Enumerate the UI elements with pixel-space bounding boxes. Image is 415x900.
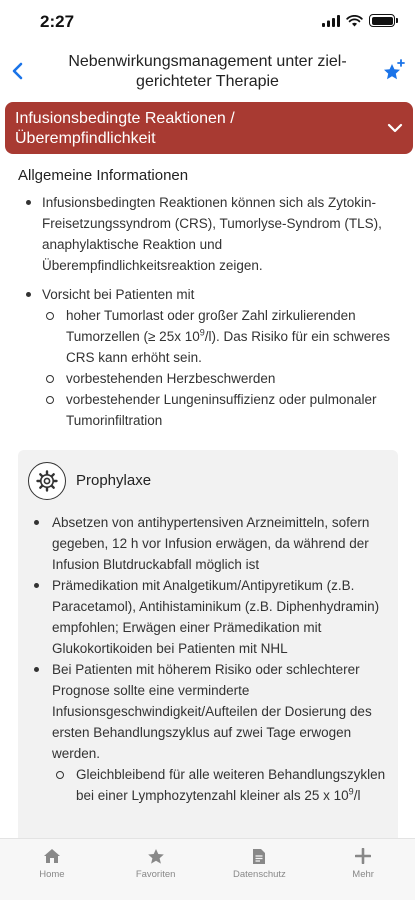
section-title-line2: Überempfindlichkeit <box>15 130 156 147</box>
risk-factor-2: vorbestehenden Herzbeschwerden <box>66 371 276 386</box>
star-plus-icon <box>381 58 407 84</box>
general-info-list <box>22 192 397 439</box>
prophylaxe-bullet-3: Bei Patienten mit höherem Risiko oder schlechterer Prognose sollte eine verminderte Infusionsgeschwindigkeit/Aufteilen der Dosierung des ersten Behandlungszyklus auf zwei Tage erwogen werden. <box>52 662 372 761</box>
risk-factor-3: vorbestehender Lungeninsuffizienz oder pulmonaler Tumorinfiltration <box>66 392 377 428</box>
list-item <box>42 389 397 431</box>
chevron-left-icon <box>11 62 23 80</box>
wifi-icon <box>346 15 363 27</box>
list-item <box>52 764 387 806</box>
back-button[interactable] <box>6 58 28 84</box>
tab-home[interactable] <box>0 839 104 900</box>
tab-home-label: Home <box>39 869 65 880</box>
battery-icon <box>369 14 395 27</box>
prophylaxe-title: Prophylaxe <box>76 472 152 489</box>
general-info-heading: Allgemeine Informationen <box>18 167 189 184</box>
prophylaxe-list <box>32 512 387 806</box>
gear-icon <box>28 462 66 500</box>
general-bullet-2: Vorsicht bei Patienten mit <box>42 287 195 302</box>
tab-mehr-label: Mehr <box>352 869 374 880</box>
list-item <box>32 659 387 806</box>
risk-factor-list <box>42 305 397 431</box>
home-icon <box>42 847 62 865</box>
section-header-infusionsreaktionen[interactable] <box>5 102 413 154</box>
tab-datenschutz[interactable] <box>208 839 312 900</box>
plus-icon <box>353 847 373 865</box>
prophylaxe-bullet-2: Prämedikation mit Analgetikum/Antipyretikum (z.B. Paracetamol), Antihistaminikum (z.B. Diphenhydramin) empfohlen; Erwägen einer Prämedikation mit Glukokortikoiden bei Patienten mit NHL <box>52 578 380 656</box>
prophylaxe-bullet-1: Absetzen von antihypertensiven Arzneimitteln, sofern gegeben, 12 h vor Infusion erwägen, da während der Infusion Blutdruckabfall möglich ist <box>52 515 370 572</box>
nav-header <box>0 44 415 96</box>
content-area[interactable] <box>0 162 415 838</box>
status-bar <box>0 0 415 44</box>
page-title-line2: gerichteter Therapie <box>136 73 279 90</box>
list-item <box>22 284 397 431</box>
section-title-line1: Infusionsbedingte Reaktionen / <box>15 110 235 127</box>
list-item <box>32 512 387 575</box>
chevron-down-icon <box>387 120 403 136</box>
list-item <box>42 368 397 389</box>
status-icons <box>322 14 395 27</box>
prophylaxe-sub-1-text: Gleichbleibend für alle weiteren Behandlungszyklen bei einer Lymphozytenzahl kleiner als 25 x 10 <box>76 767 386 803</box>
prophylaxe-sub-list <box>52 764 387 806</box>
document-icon <box>249 847 269 865</box>
general-bullet-1: Infusionsbedingten Reaktionen können sich als Zytokin-Freisetzungssyndrom (CRS), Tumorlyse-Syndrom (TLS), anaphylaktische Reaktion und Überempfindlichkeitsreaktion zeigen. <box>42 195 382 273</box>
tab-datenschutz-label: Datenschutz <box>232 869 286 880</box>
risk-factor-1-exponent: 9 <box>199 327 205 338</box>
signal-icon <box>322 15 340 27</box>
tab-favoriten[interactable] <box>104 839 208 900</box>
status-time: 2:27 <box>40 12 75 31</box>
add-favorite-button[interactable] <box>381 58 407 84</box>
section-title <box>15 109 355 149</box>
tab-bar <box>0 838 415 900</box>
list-item <box>42 305 397 368</box>
prophylaxe-box <box>18 450 398 838</box>
risk-factor-1-text: hoher Tumorlast oder großer Zahl zirkulierenden Tumorzellen (≥ 25x 10 <box>66 308 356 344</box>
list-item <box>32 575 387 659</box>
page-title <box>48 52 367 92</box>
star-icon <box>146 847 166 865</box>
page-title-line1: Nebenwirkungsmanagement unter ziel- <box>68 53 347 70</box>
list-item <box>22 192 397 276</box>
risk-factor-1-text-end: /l). Das Risiko für ein schweres CRS kann erhöht sein. <box>66 329 391 365</box>
tab-favoriten-label: Favoriten <box>135 869 176 880</box>
prophylaxe-sub-1-exponent: 9 <box>348 786 354 797</box>
tab-mehr[interactable] <box>311 839 415 900</box>
prophylaxe-sub-1-text-end: /l <box>353 788 361 803</box>
